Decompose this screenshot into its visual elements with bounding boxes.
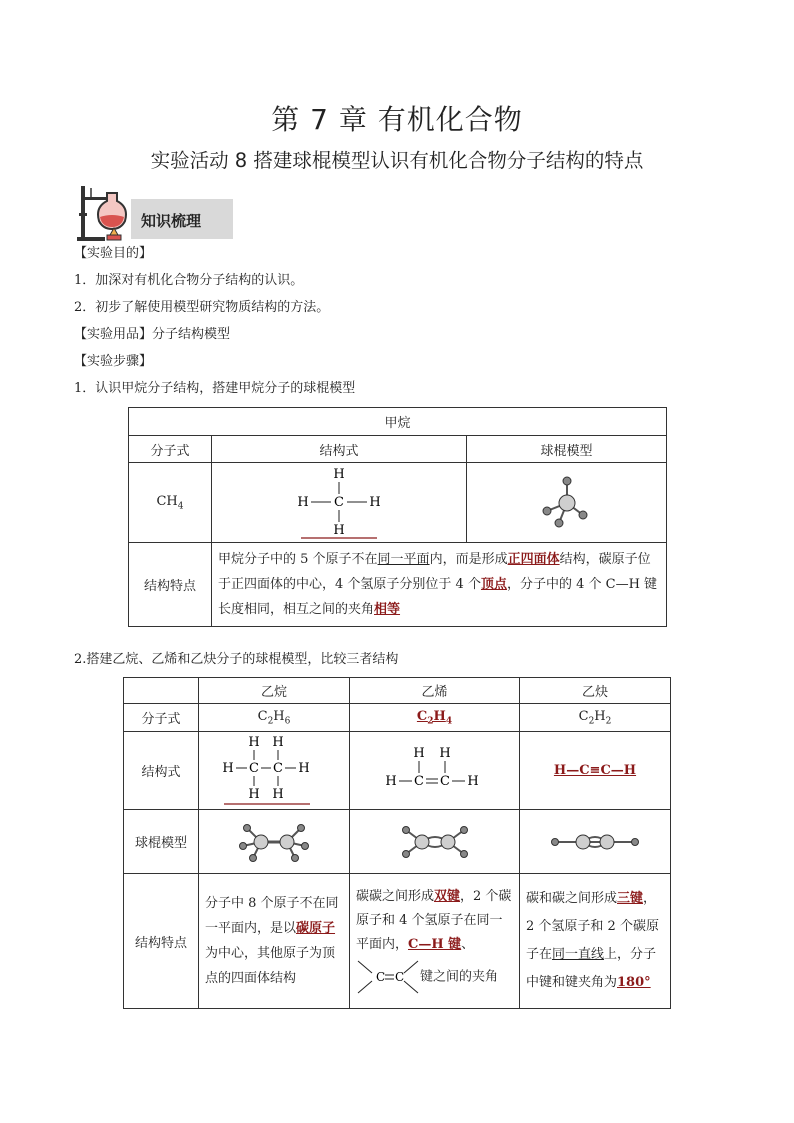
ethane-model-icon xyxy=(229,820,319,864)
acetylene-ball-stick-model xyxy=(520,810,671,874)
section-banner xyxy=(131,199,233,239)
heading-materials: 【实验用品】分子结构模型 xyxy=(74,327,231,342)
methane-ball-stick-model xyxy=(467,463,667,543)
atom-h-left: H xyxy=(297,494,309,510)
svg-text:H: H xyxy=(298,760,310,776)
row-label-feature: 结构特点 xyxy=(124,874,199,1009)
ethylene-ball-stick-model xyxy=(350,810,520,874)
svg-text:C: C xyxy=(273,760,283,776)
ethylene-formula: $C_2H_4$ xyxy=(350,704,520,732)
svg-text:C: C xyxy=(413,773,424,789)
acetylene-feature: 碳和碳之间形成三键，2 个氢原子和 2 个碳原子在同一直线上，分子中键和键夹角为180° xyxy=(520,874,671,1009)
corner-cell xyxy=(124,678,199,704)
svg-text:H: H xyxy=(272,734,284,750)
svg-text:H: H xyxy=(248,734,260,750)
methane-feature-text: 甲烷分子中的 5 个原子不在同一平面内，而是形成正四面体结构，碳原子位于正四面体的中心，4 个氢原子分别位于 4 个顶点，分子中的 4 个 C—H 键长度相同，相互之间的夹角相等 xyxy=(212,543,667,627)
heading-steps: 【实验步骤】 xyxy=(74,354,153,369)
atom-h-bottom: H xyxy=(333,522,345,538)
ethylene-model-icon xyxy=(390,820,480,864)
purpose-item-1: 1．加深对有机化合物分子结构的认识。 xyxy=(74,273,304,288)
svg-text:C: C xyxy=(439,773,450,789)
svg-text:C: C xyxy=(376,970,386,984)
methane-formula: $CH_4$ xyxy=(129,463,212,543)
acetylene-formula: $C_2H_2$ xyxy=(520,704,671,732)
section-banner-label: 知识梳理 xyxy=(141,212,202,230)
comparison-table xyxy=(123,677,671,1009)
svg-text:H: H xyxy=(412,745,425,761)
header-formula: 分子式 xyxy=(129,436,212,463)
svg-text:H: H xyxy=(466,773,479,789)
ethane-formula: $C_2H_6$ xyxy=(199,704,350,732)
heading-purpose: 【实验目的】 xyxy=(74,246,153,261)
activity-subtitle: 实验活动 8 搭建球棍模型认识有机化合物分子结构的特点 xyxy=(150,149,644,172)
row-label-model: 球棍模型 xyxy=(124,810,199,874)
svg-text:H: H xyxy=(384,773,397,789)
header-structural: 结构式 xyxy=(212,436,467,463)
header-acetylene: 乙炔 xyxy=(520,678,671,704)
step-1-text: 1．认识甲烷分子结构，搭建甲烷分子的球棍模型 xyxy=(74,381,356,396)
row-label-structural: 结构式 xyxy=(124,732,199,810)
methane-structural-formula xyxy=(212,463,467,543)
svg-text:C: C xyxy=(249,760,259,776)
ethane-ball-stick-model xyxy=(199,810,350,874)
atom-c: C xyxy=(334,494,344,510)
atom-h-top: H xyxy=(333,466,345,482)
chapter-title: 第 7 章 有机化合物 xyxy=(271,103,523,136)
svg-text:H: H xyxy=(438,745,451,761)
acetylene-structural-formula: H—C≡C—H xyxy=(520,732,671,810)
double-bond-diagram xyxy=(356,957,420,997)
ethylene-structural-formula xyxy=(350,732,520,810)
header-ethane: 乙烷 xyxy=(199,678,350,704)
step-2-text: 2.搭建乙烷、乙烯和乙炔分子的球棍模型，比较三者结构 xyxy=(74,652,399,667)
ethane-feature: 分子中 8 个原子不在同一平面内，是以碳原子为中心，其他原子为顶点的四面体结构 xyxy=(199,874,350,1009)
methane-table xyxy=(128,407,667,627)
row-label-formula: 分子式 xyxy=(124,704,199,732)
purpose-item-2: 2．初步了解使用模型研究物质结构的方法。 xyxy=(74,300,330,315)
header-ethylene: 乙烯 xyxy=(350,678,520,704)
svg-text:H: H xyxy=(248,786,260,802)
methane-caption: 甲烷 xyxy=(129,408,667,436)
svg-text:C: C xyxy=(395,970,405,984)
ethane-structural-formula xyxy=(199,732,350,810)
ethylene-feature: 碳碳之间形成双键，2 个碳原子和 4 个氢原子在同一平面内，C—H 键、 C C 键之间的夹角 xyxy=(350,874,520,1009)
methane-model-icon xyxy=(537,473,597,533)
header-model: 球棍模型 xyxy=(467,436,667,463)
methane-feature-label: 结构特点 xyxy=(129,543,212,627)
atom-h-right: H xyxy=(369,494,381,510)
svg-text:H: H xyxy=(272,786,284,802)
lab-flask-icon xyxy=(77,183,129,241)
acetylene-model-icon xyxy=(545,827,645,857)
svg-text:H: H xyxy=(222,760,234,776)
